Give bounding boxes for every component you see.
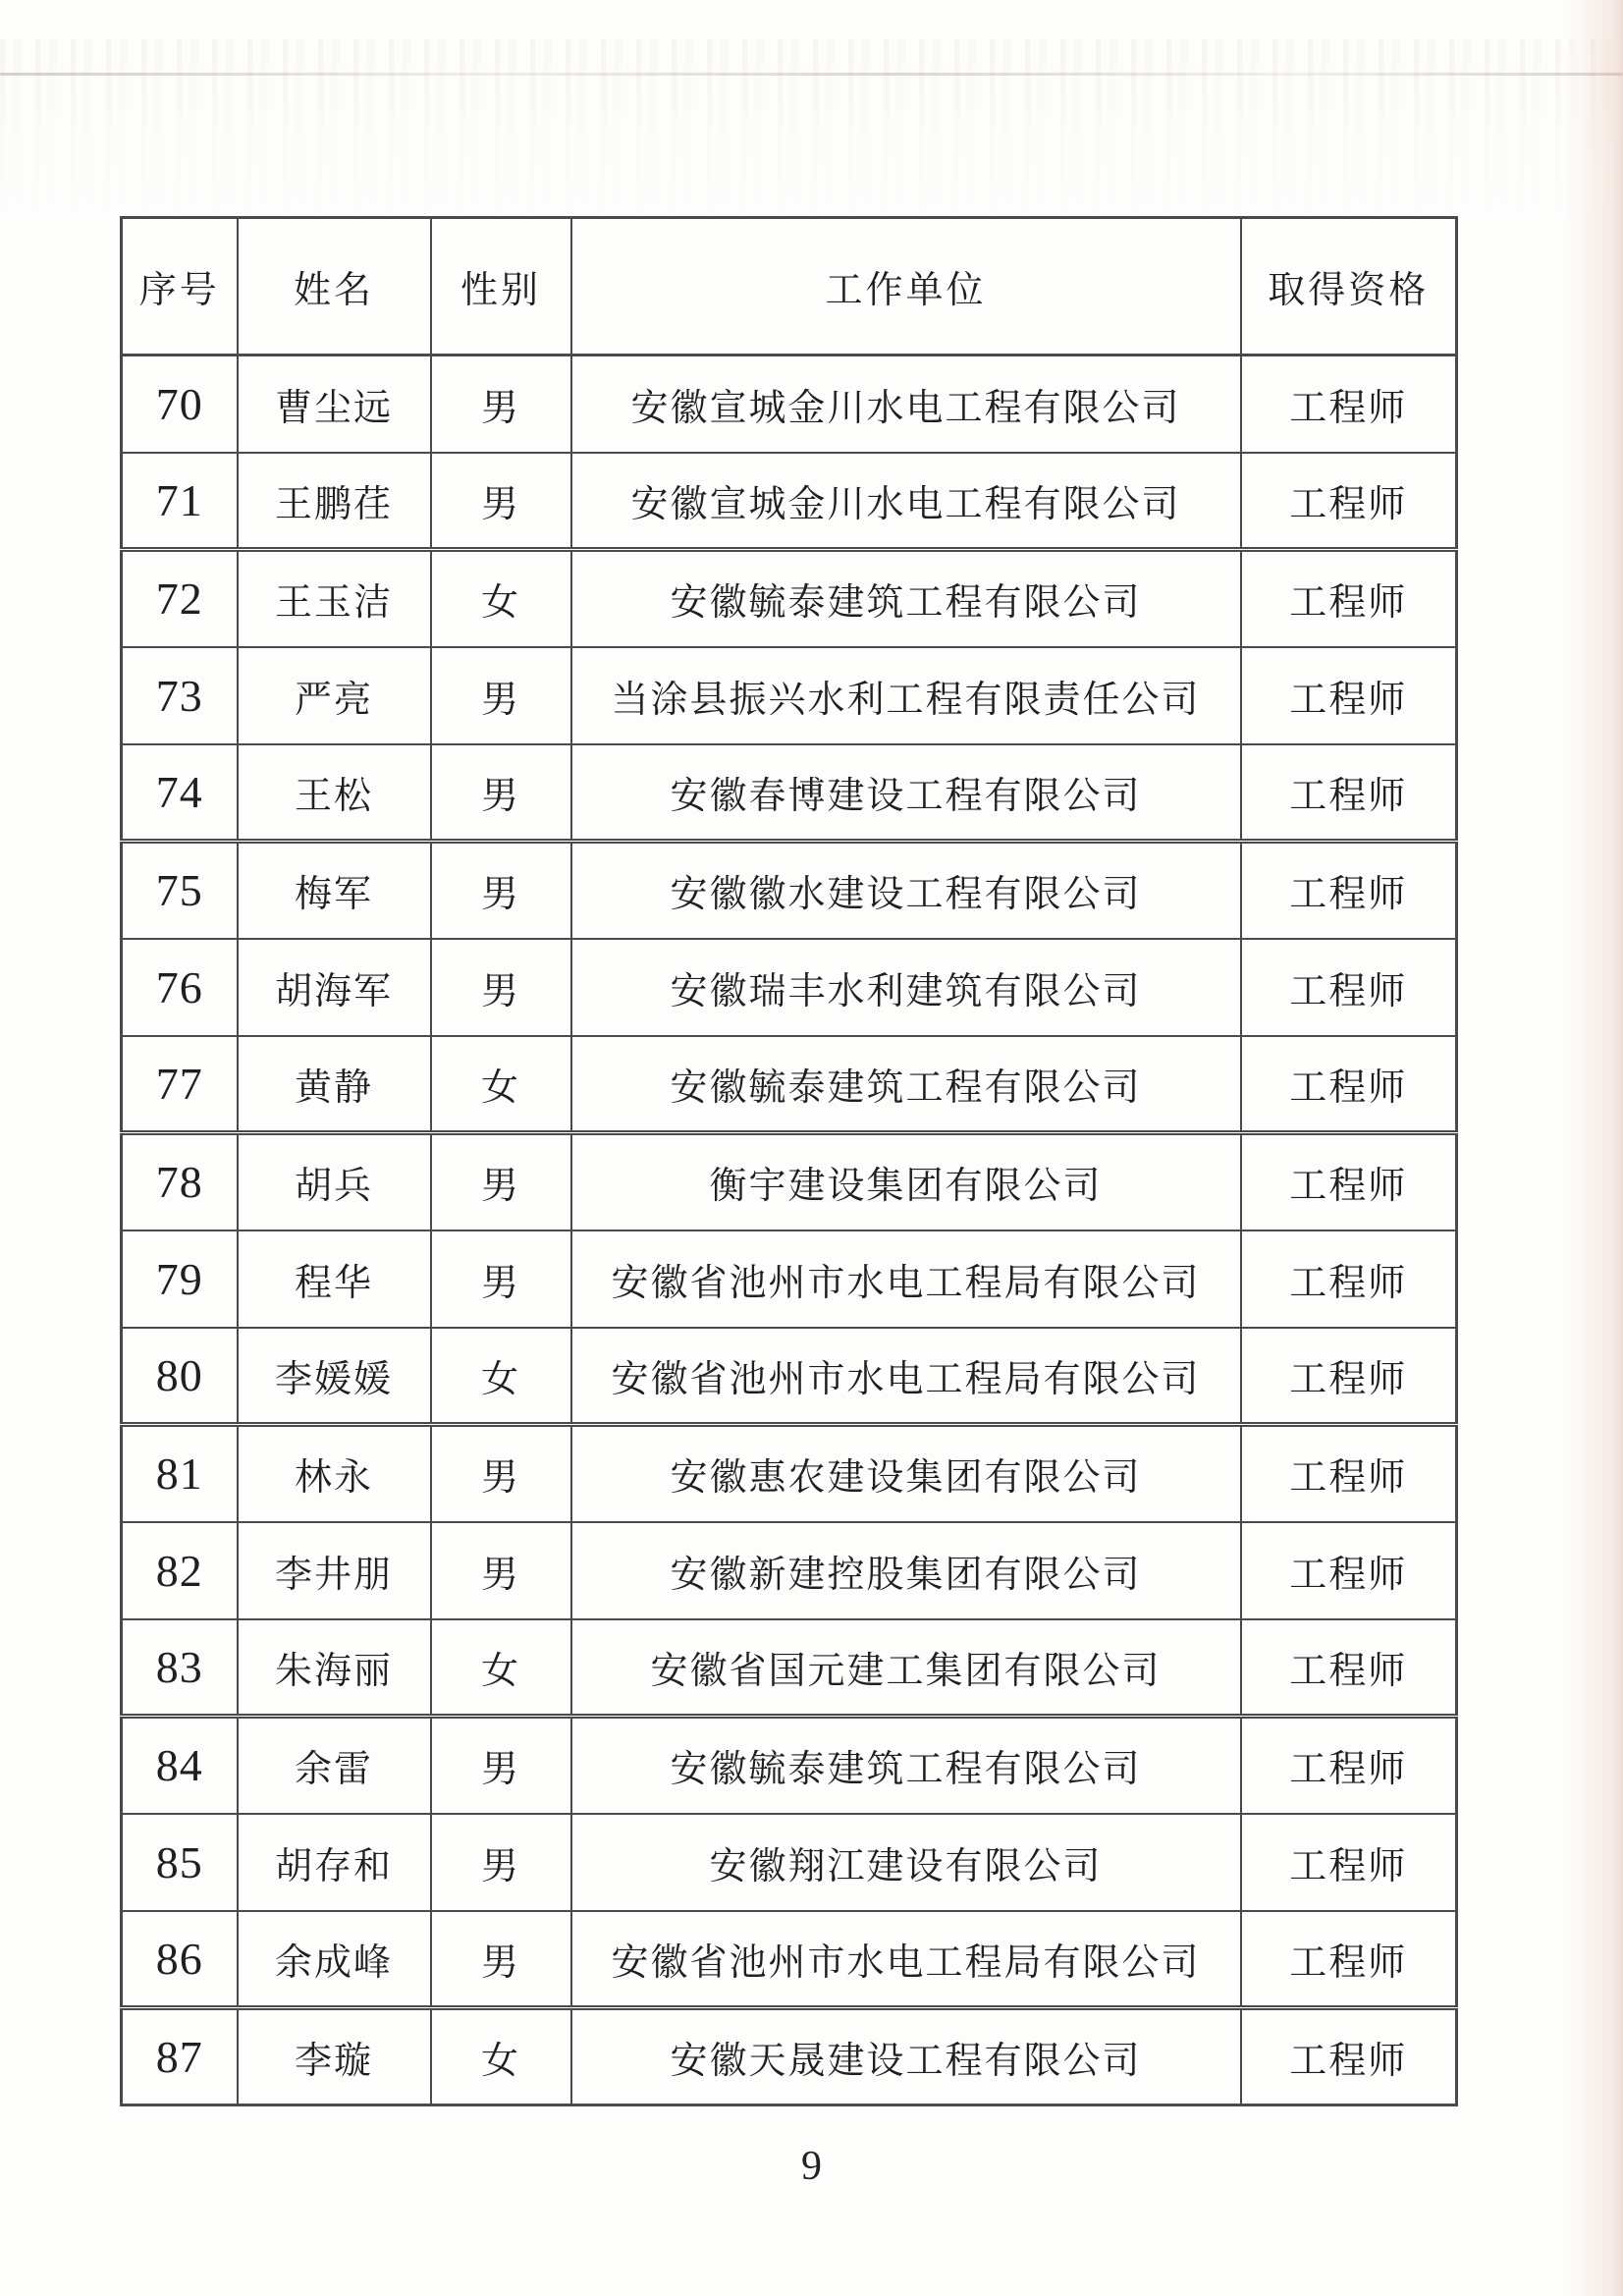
scan-artifact-right-band [1566, 0, 1623, 2296]
cell-serial-number: 71 [122, 453, 238, 550]
cell-gender: 女 [431, 1328, 571, 1425]
cell-qualification: 工程师 [1241, 1619, 1457, 1717]
cell-work-unit: 安徽省池州市水电工程局有限公司 [571, 1328, 1241, 1425]
cell-work-unit: 安徽宣城金川水电工程有限公司 [571, 355, 1241, 453]
cell-name: 朱海丽 [238, 1619, 431, 1717]
scan-artifact-top-fade [0, 39, 1623, 226]
cell-name: 胡存和 [238, 1814, 431, 1911]
cell-serial-number: 78 [122, 1133, 238, 1230]
column-header-work-unit: 工作单位 [571, 218, 1241, 355]
table-row [122, 355, 1457, 453]
cell-gender: 男 [431, 1911, 571, 2008]
cell-gender: 女 [431, 2008, 571, 2105]
cell-serial-number: 79 [122, 1230, 238, 1328]
cell-serial-number: 85 [122, 1814, 238, 1911]
cell-serial-number: 73 [122, 647, 238, 744]
table-row [122, 744, 1457, 842]
cell-work-unit: 安徽春博建设工程有限公司 [571, 744, 1241, 842]
cell-qualification: 工程师 [1241, 1133, 1457, 1230]
cell-gender: 女 [431, 1619, 571, 1717]
cell-work-unit: 衡宇建设集团有限公司 [571, 1133, 1241, 1230]
cell-gender: 男 [431, 453, 571, 550]
cell-qualification: 工程师 [1241, 1036, 1457, 1133]
table-body [122, 355, 1457, 2105]
cell-serial-number: 72 [122, 550, 238, 647]
cell-work-unit: 安徽省池州市水电工程局有限公司 [571, 1911, 1241, 2008]
cell-serial-number: 80 [122, 1328, 238, 1425]
cell-serial-number: 82 [122, 1522, 238, 1619]
cell-work-unit: 安徽毓泰建筑工程有限公司 [571, 1036, 1241, 1133]
cell-work-unit: 安徽徽水建设工程有限公司 [571, 842, 1241, 939]
cell-qualification: 工程师 [1241, 453, 1457, 550]
column-header-gender: 性别 [431, 218, 571, 355]
cell-serial-number: 70 [122, 355, 238, 453]
cell-name: 胡海军 [238, 939, 431, 1036]
cell-work-unit: 安徽毓泰建筑工程有限公司 [571, 1717, 1241, 1814]
qualification-roster-table [120, 216, 1458, 2106]
cell-name: 李媛媛 [238, 1328, 431, 1425]
cell-name: 严亮 [238, 647, 431, 744]
table-row [122, 1328, 1457, 1425]
table-row [122, 647, 1457, 744]
cell-gender: 男 [431, 1522, 571, 1619]
table-row [122, 939, 1457, 1036]
cell-work-unit: 安徽毓泰建筑工程有限公司 [571, 550, 1241, 647]
cell-serial-number: 77 [122, 1036, 238, 1133]
cell-qualification: 工程师 [1241, 2008, 1457, 2105]
cell-name: 王松 [238, 744, 431, 842]
cell-name: 梅军 [238, 842, 431, 939]
table-row [122, 1717, 1457, 1814]
cell-name: 林永 [238, 1425, 431, 1522]
table-row [122, 1911, 1457, 2008]
cell-qualification: 工程师 [1241, 1425, 1457, 1522]
cell-gender: 男 [431, 1230, 571, 1328]
cell-gender: 男 [431, 1717, 571, 1814]
cell-name: 曹尘远 [238, 355, 431, 453]
table-row [122, 1133, 1457, 1230]
cell-qualification: 工程师 [1241, 939, 1457, 1036]
column-header-name: 姓名 [238, 218, 431, 355]
cell-name: 余成峰 [238, 1911, 431, 2008]
scan-artifact-paper-edge [0, 73, 1623, 76]
cell-work-unit: 安徽天晟建设工程有限公司 [571, 2008, 1241, 2105]
cell-work-unit: 安徽新建控股集团有限公司 [571, 1522, 1241, 1619]
scan-artifact-top-streaks [0, 39, 1623, 226]
table-row [122, 842, 1457, 939]
cell-work-unit: 安徽省池州市水电工程局有限公司 [571, 1230, 1241, 1328]
cell-name: 李璇 [238, 2008, 431, 2105]
cell-gender: 男 [431, 744, 571, 842]
cell-qualification: 工程师 [1241, 1911, 1457, 2008]
table-header-row [122, 218, 1457, 355]
column-header-qualification: 取得资格 [1241, 218, 1457, 355]
table-row [122, 1522, 1457, 1619]
cell-gender: 男 [431, 647, 571, 744]
cell-name: 李井朋 [238, 1522, 431, 1619]
table-row [122, 1619, 1457, 1717]
cell-serial-number: 84 [122, 1717, 238, 1814]
cell-work-unit: 安徽宣城金川水电工程有限公司 [571, 453, 1241, 550]
cell-gender: 男 [431, 355, 571, 453]
cell-serial-number: 74 [122, 744, 238, 842]
cell-qualification: 工程师 [1241, 744, 1457, 842]
cell-work-unit: 当涂县振兴水利工程有限责任公司 [571, 647, 1241, 744]
cell-name: 王玉洁 [238, 550, 431, 647]
column-header-serial-number: 序号 [122, 218, 238, 355]
cell-gender: 男 [431, 939, 571, 1036]
cell-qualification: 工程师 [1241, 647, 1457, 744]
cell-gender: 男 [431, 1133, 571, 1230]
cell-gender: 女 [431, 1036, 571, 1133]
table-row [122, 453, 1457, 550]
cell-qualification: 工程师 [1241, 355, 1457, 453]
cell-qualification: 工程师 [1241, 1328, 1457, 1425]
cell-serial-number: 75 [122, 842, 238, 939]
cell-name: 黄静 [238, 1036, 431, 1133]
cell-name: 王鹏荏 [238, 453, 431, 550]
page-number: 9 [801, 2144, 822, 2189]
cell-qualification: 工程师 [1241, 1717, 1457, 1814]
cell-gender: 男 [431, 842, 571, 939]
cell-work-unit: 安徽惠农建设集团有限公司 [571, 1425, 1241, 1522]
cell-serial-number: 83 [122, 1619, 238, 1717]
cell-gender: 男 [431, 1425, 571, 1522]
cell-name: 余雷 [238, 1717, 431, 1814]
cell-serial-number: 76 [122, 939, 238, 1036]
cell-name: 胡兵 [238, 1133, 431, 1230]
cell-qualification: 工程师 [1241, 842, 1457, 939]
cell-qualification: 工程师 [1241, 1522, 1457, 1619]
cell-qualification: 工程师 [1241, 550, 1457, 647]
table-row [122, 1036, 1457, 1133]
cell-qualification: 工程师 [1241, 1230, 1457, 1328]
cell-name: 程华 [238, 1230, 431, 1328]
cell-serial-number: 81 [122, 1425, 238, 1522]
table-row [122, 1230, 1457, 1328]
cell-gender: 女 [431, 550, 571, 647]
cell-qualification: 工程师 [1241, 1814, 1457, 1911]
table-row [122, 1814, 1457, 1911]
cell-gender: 男 [431, 1814, 571, 1911]
cell-work-unit: 安徽瑞丰水利建筑有限公司 [571, 939, 1241, 1036]
table-row [122, 2008, 1457, 2105]
cell-serial-number: 86 [122, 1911, 238, 2008]
table-row [122, 1425, 1457, 1522]
cell-work-unit: 安徽省国元建工集团有限公司 [571, 1619, 1241, 1717]
cell-serial-number: 87 [122, 2008, 238, 2105]
cell-work-unit: 安徽翔江建设有限公司 [571, 1814, 1241, 1911]
table-row [122, 550, 1457, 647]
